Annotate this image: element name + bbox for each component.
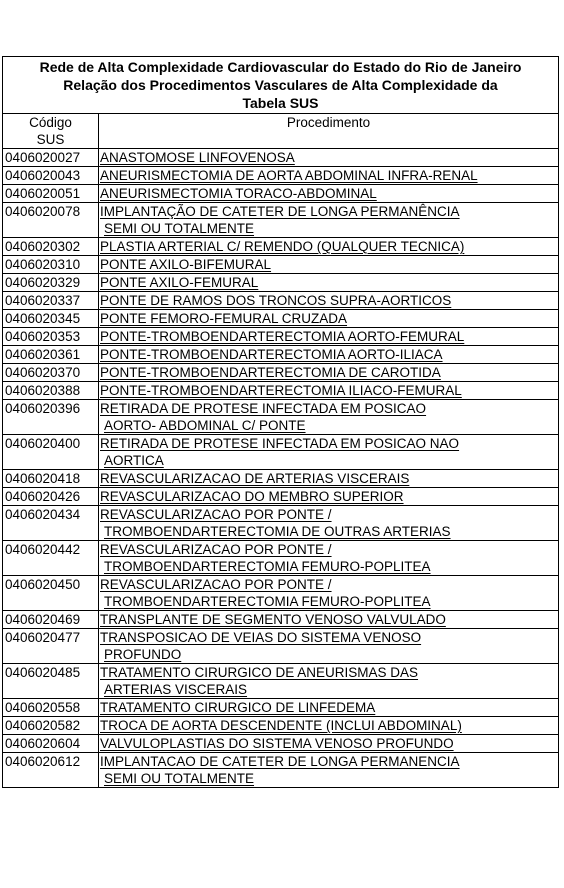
procedure-code: 0406020604 <box>3 735 99 753</box>
table-row <box>3 470 559 488</box>
table-row <box>3 274 559 292</box>
code-header-line-1: Código <box>29 115 72 130</box>
procedure-line-1: PONTE-TROMBOENDARTERECTOMIA AORTO-FEMURAL <box>100 329 465 344</box>
procedure-code: 0406020370 <box>3 364 99 382</box>
table-row <box>3 185 559 203</box>
procedure-description <box>99 382 559 400</box>
procedure-code: 0406020329 <box>3 274 99 292</box>
procedure-description <box>99 364 559 382</box>
table-row <box>3 167 559 185</box>
procedure-line-2: SEMI OU TOTALMENTE <box>104 771 255 786</box>
table-row <box>3 611 559 629</box>
table-row <box>3 664 559 699</box>
procedure-line-1: TRANSPLANTE DE SEGMENTO VENOSO VALVULADO <box>100 612 446 627</box>
procedure-line-2: PROFUNDO <box>104 647 182 662</box>
procedure-line-2: AORTO- ABDOMINAL C/ PONTE <box>104 418 306 433</box>
table-row <box>3 435 559 470</box>
title-line-2: Relação dos Procedimentos Vasculares de Alta Complexidade da <box>63 77 498 93</box>
procedure-description <box>99 470 559 488</box>
procedure-line-1: TRATAMENTO CIRURGICO DE ANEURISMAS DAS <box>100 665 419 680</box>
procedure-description <box>99 256 559 274</box>
procedure-code: 0406020361 <box>3 346 99 364</box>
procedure-description <box>99 699 559 717</box>
procedure-description <box>99 292 559 310</box>
procedure-description <box>99 753 559 788</box>
procedure-description <box>99 611 559 629</box>
procedure-description <box>99 328 559 346</box>
procedure-line-1: REVASCULARIZACAO POR PONTE / <box>100 507 332 522</box>
procedure-description <box>99 185 559 203</box>
procedure-line-1: PONTE-TROMBOENDARTERECTOMIA DE CAROTIDA <box>100 365 441 380</box>
procedure-code: 0406020043 <box>3 167 99 185</box>
procedure-line-2: TROMBOENDARTERECTOMIA FEMURO-POPLITEA <box>104 559 431 574</box>
procedure-line-1: IMPLANTAÇÃO DE CATETER DE LONGA PERMANÊNCIA <box>100 204 460 219</box>
procedure-line-1: ANEURISMECTOMIA DE AORTA ABDOMINAL INFRA-RENAL <box>100 168 478 183</box>
procedure-line-1: TRANSPOSICAO DE VEIAS DO SISTEMA VENOSO <box>100 630 422 645</box>
procedure-header: Procedimento <box>99 114 559 149</box>
table-row <box>3 541 559 576</box>
procedure-description <box>99 274 559 292</box>
table-row <box>3 346 559 364</box>
procedure-code: 0406020396 <box>3 400 99 435</box>
code-header <box>3 114 99 149</box>
procedure-code: 0406020558 <box>3 699 99 717</box>
procedure-code: 0406020078 <box>3 203 99 238</box>
procedure-description <box>99 346 559 364</box>
procedure-code: 0406020434 <box>3 506 99 541</box>
procedure-code: 0406020310 <box>3 256 99 274</box>
title-line-1: Rede de Alta Complexidade Cardiovascular do Estado do Rio de Janeiro <box>39 59 522 75</box>
table-row <box>3 629 559 664</box>
table-row <box>3 488 559 506</box>
table-row <box>3 400 559 435</box>
procedure-description <box>99 664 559 699</box>
table-row <box>3 735 559 753</box>
procedure-code: 0406020477 <box>3 629 99 664</box>
procedure-description <box>99 203 559 238</box>
table-row <box>3 310 559 328</box>
procedure-description <box>99 488 559 506</box>
procedure-code: 0406020027 <box>3 149 99 167</box>
procedure-line-1: PONTE-TROMBOENDARTERECTOMIA ILIACO-FEMURAL <box>100 383 462 398</box>
procedure-code: 0406020051 <box>3 185 99 203</box>
procedure-code: 0406020612 <box>3 753 99 788</box>
procedure-line-1: IMPLANTACAO DE CATETER DE LONGA PERMANENCIA <box>100 754 460 769</box>
procedure-line-2: AORTICA <box>104 453 164 468</box>
procedure-code: 0406020469 <box>3 611 99 629</box>
procedure-code: 0406020582 <box>3 717 99 735</box>
procedure-code: 0406020388 <box>3 382 99 400</box>
procedure-description <box>99 238 559 256</box>
procedure-line-2: ARTERIAS VISCERAIS <box>104 682 248 697</box>
procedure-description <box>99 167 559 185</box>
procedure-description <box>99 506 559 541</box>
table-title <box>3 57 559 114</box>
procedure-description <box>99 400 559 435</box>
table-row <box>3 699 559 717</box>
procedure-line-1: VALVULOPLASTIAS DO SISTEMA VENOSO PROFUNDO <box>100 736 454 751</box>
procedure-line-1: TROCA DE AORTA DESCENDENTE (INCLUI ABDOMINAL) <box>100 718 462 733</box>
procedure-line-1: TRATAMENTO CIRURGICO DE LINFEDEMA <box>100 700 376 715</box>
procedure-line-1: ANASTOMOSE LINFOVENOSA <box>100 150 295 165</box>
procedure-line-1: RETIRADA DE PROTESE INFECTADA EM POSICAO <box>100 401 427 416</box>
procedure-description <box>99 541 559 576</box>
procedure-line-1: PONTE DE RAMOS DOS TRONCOS SUPRA-AORTICOS <box>100 293 452 308</box>
procedure-code: 0406020345 <box>3 310 99 328</box>
header-row <box>3 114 559 149</box>
procedure-line-1: PONTE FEMORO-FEMURAL CRUZADA <box>100 311 348 326</box>
procedure-code: 0406020302 <box>3 238 99 256</box>
procedure-description <box>99 310 559 328</box>
table-row <box>3 364 559 382</box>
table-row <box>3 753 559 788</box>
table-row <box>3 203 559 238</box>
table-row <box>3 149 559 167</box>
procedure-description <box>99 149 559 167</box>
procedure-line-1: ANEURISMECTOMIA TORACO-ABDOMINAL <box>100 186 377 201</box>
table-row <box>3 382 559 400</box>
procedure-code: 0406020400 <box>3 435 99 470</box>
procedure-line-1: REVASCULARIZACAO DO MEMBRO SUPERIOR <box>100 489 404 504</box>
procedures-table <box>2 56 559 788</box>
procedure-description <box>99 717 559 735</box>
procedure-line-2: TROMBOENDARTERECTOMIA FEMURO-POPLITEA <box>104 594 431 609</box>
title-line-3: Tabela SUS <box>242 95 319 111</box>
procedure-code: 0406020442 <box>3 541 99 576</box>
title-row <box>3 57 559 114</box>
procedure-description <box>99 735 559 753</box>
procedure-code: 0406020337 <box>3 292 99 310</box>
procedure-line-1: REVASCULARIZACAO POR PONTE / <box>100 542 332 557</box>
procedure-code: 0406020418 <box>3 470 99 488</box>
procedure-line-1: PONTE-TROMBOENDARTERECTOMIA AORTO-ILIACA <box>100 347 443 362</box>
procedure-line-2: SEMI OU TOTALMENTE <box>104 221 255 236</box>
procedure-line-1: PONTE AXILO-FEMURAL <box>100 275 259 290</box>
procedure-code: 0406020426 <box>3 488 99 506</box>
procedure-line-2: TROMBOENDARTERECTOMIA DE OUTRAS ARTERIAS <box>104 524 451 539</box>
code-header-line-2: SUS <box>36 132 65 147</box>
procedure-description <box>99 629 559 664</box>
table-row <box>3 292 559 310</box>
procedure-code: 0406020450 <box>3 576 99 611</box>
table-row <box>3 717 559 735</box>
procedure-description <box>99 576 559 611</box>
table-row <box>3 576 559 611</box>
procedure-description <box>99 435 559 470</box>
table-row <box>3 506 559 541</box>
procedure-code: 0406020485 <box>3 664 99 699</box>
procedure-code: 0406020353 <box>3 328 99 346</box>
procedure-line-1: RETIRADA DE PROTESE INFECTADA EM POSICAO NAO <box>100 436 460 451</box>
table-row <box>3 328 559 346</box>
table-row <box>3 238 559 256</box>
procedure-line-1: PONTE AXILO-BIFEMURAL <box>100 257 272 272</box>
procedure-line-1: REVASCULARIZACAO DE ARTERIAS VISCERAIS <box>100 471 410 486</box>
table-row <box>3 256 559 274</box>
procedure-line-1: REVASCULARIZACAO POR PONTE / <box>100 577 332 592</box>
procedure-line-1: PLASTIA ARTERIAL C/ REMENDO (QUALQUER TECNICA) <box>100 239 465 254</box>
